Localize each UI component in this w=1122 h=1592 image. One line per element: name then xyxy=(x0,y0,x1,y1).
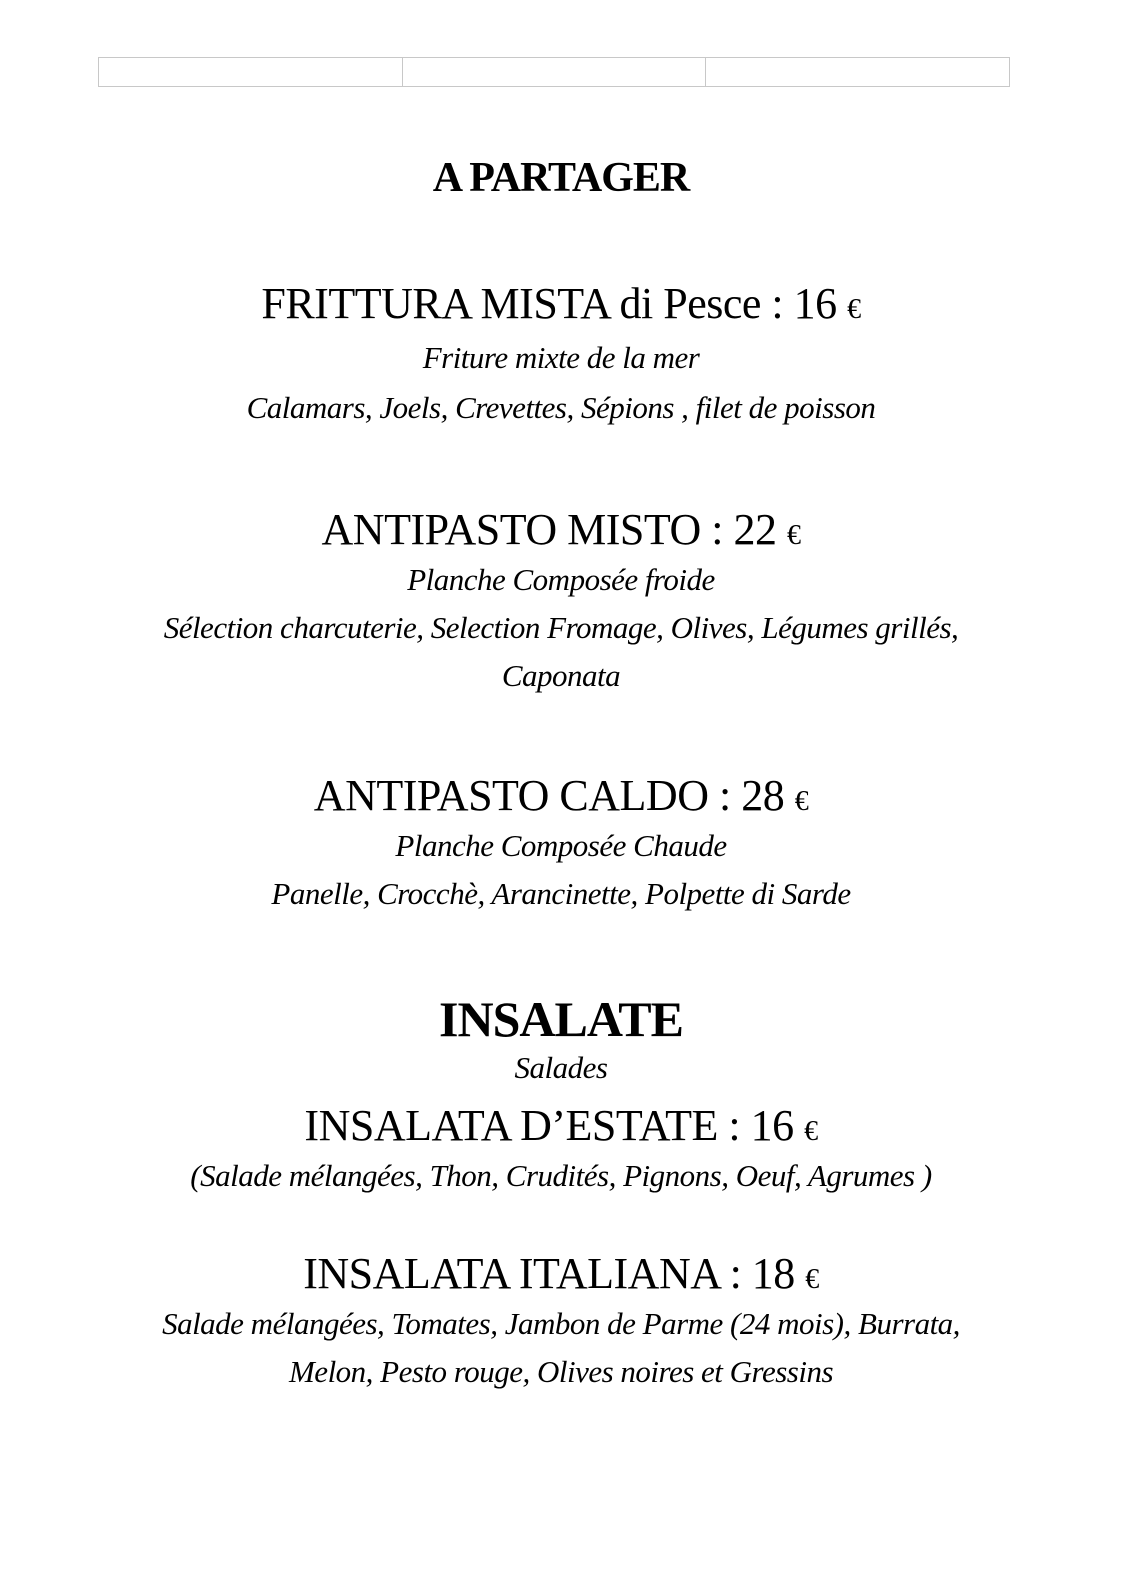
section-title-a-partager: A PARTAGER xyxy=(432,155,690,201)
item-name: INSALATA D’ESTATE : 16 xyxy=(304,1101,794,1150)
header-cell xyxy=(403,58,707,86)
menu-item-insalata-italiana-description-line1: Salade mélangées, Tomates, Jambon de Parme (24 mois), Burrata, xyxy=(162,1306,960,1341)
menu-item-frittura-description: Calamars, Joels, Crevettes, Sépions , filet de poisson xyxy=(246,390,876,425)
menu-item-antipasto-misto-title xyxy=(0,504,1122,555)
item-name: ANTIPASTO MISTO : 22 xyxy=(321,505,777,554)
currency-symbol: € xyxy=(794,786,809,817)
currency-symbol: € xyxy=(786,520,801,551)
menu-item-insalata-estate-description: (Salade mélangées, Thon, Crudités, Pignons, Oeuf, Agrumes ) xyxy=(190,1158,932,1193)
menu-item-antipasto-caldo-description: Panelle, Crocchè, Arancinette, Polpette di Sarde xyxy=(271,876,851,911)
item-name: FRITTURA MISTA di Pesce : 16 xyxy=(261,279,837,328)
item-name: ANTIPASTO CALDO : 28 xyxy=(313,771,785,820)
section-subtitle-salades: Salades xyxy=(514,1050,608,1085)
menu-item-antipasto-caldo-subtitle: Planche Composée Chaude xyxy=(395,828,727,863)
menu-item-antipasto-misto-description-line1: Sélection charcuterie, Selection Fromage, Olives, Légumes grillés, xyxy=(163,610,959,645)
header-cell xyxy=(706,58,1009,86)
currency-symbol: € xyxy=(847,294,861,325)
menu-item-antipasto-misto-subtitle: Planche Composée froide xyxy=(407,562,715,597)
menu-item-frittura-title xyxy=(0,278,1122,329)
menu-item-antipasto-caldo-title xyxy=(0,770,1122,821)
item-name: INSALATA ITALIANA : 18 xyxy=(303,1249,795,1298)
header-table xyxy=(98,57,1010,87)
menu-item-insalata-italiana-description-line2: Melon, Pesto rouge, Olives noires et Gressins xyxy=(288,1354,834,1389)
menu-item-antipasto-misto-description-line2: Caponata xyxy=(501,658,621,693)
menu-item-insalata-estate-title xyxy=(0,1100,1122,1151)
menu-item-frittura-subtitle: Friture mixte de la mer xyxy=(422,340,700,375)
header-cell xyxy=(99,58,403,86)
menu-item-insalata-italiana-title xyxy=(0,1248,1122,1299)
section-title-insalate: INSALATE xyxy=(439,991,683,1047)
currency-symbol: € xyxy=(804,1116,818,1147)
currency-symbol: € xyxy=(805,1264,819,1295)
